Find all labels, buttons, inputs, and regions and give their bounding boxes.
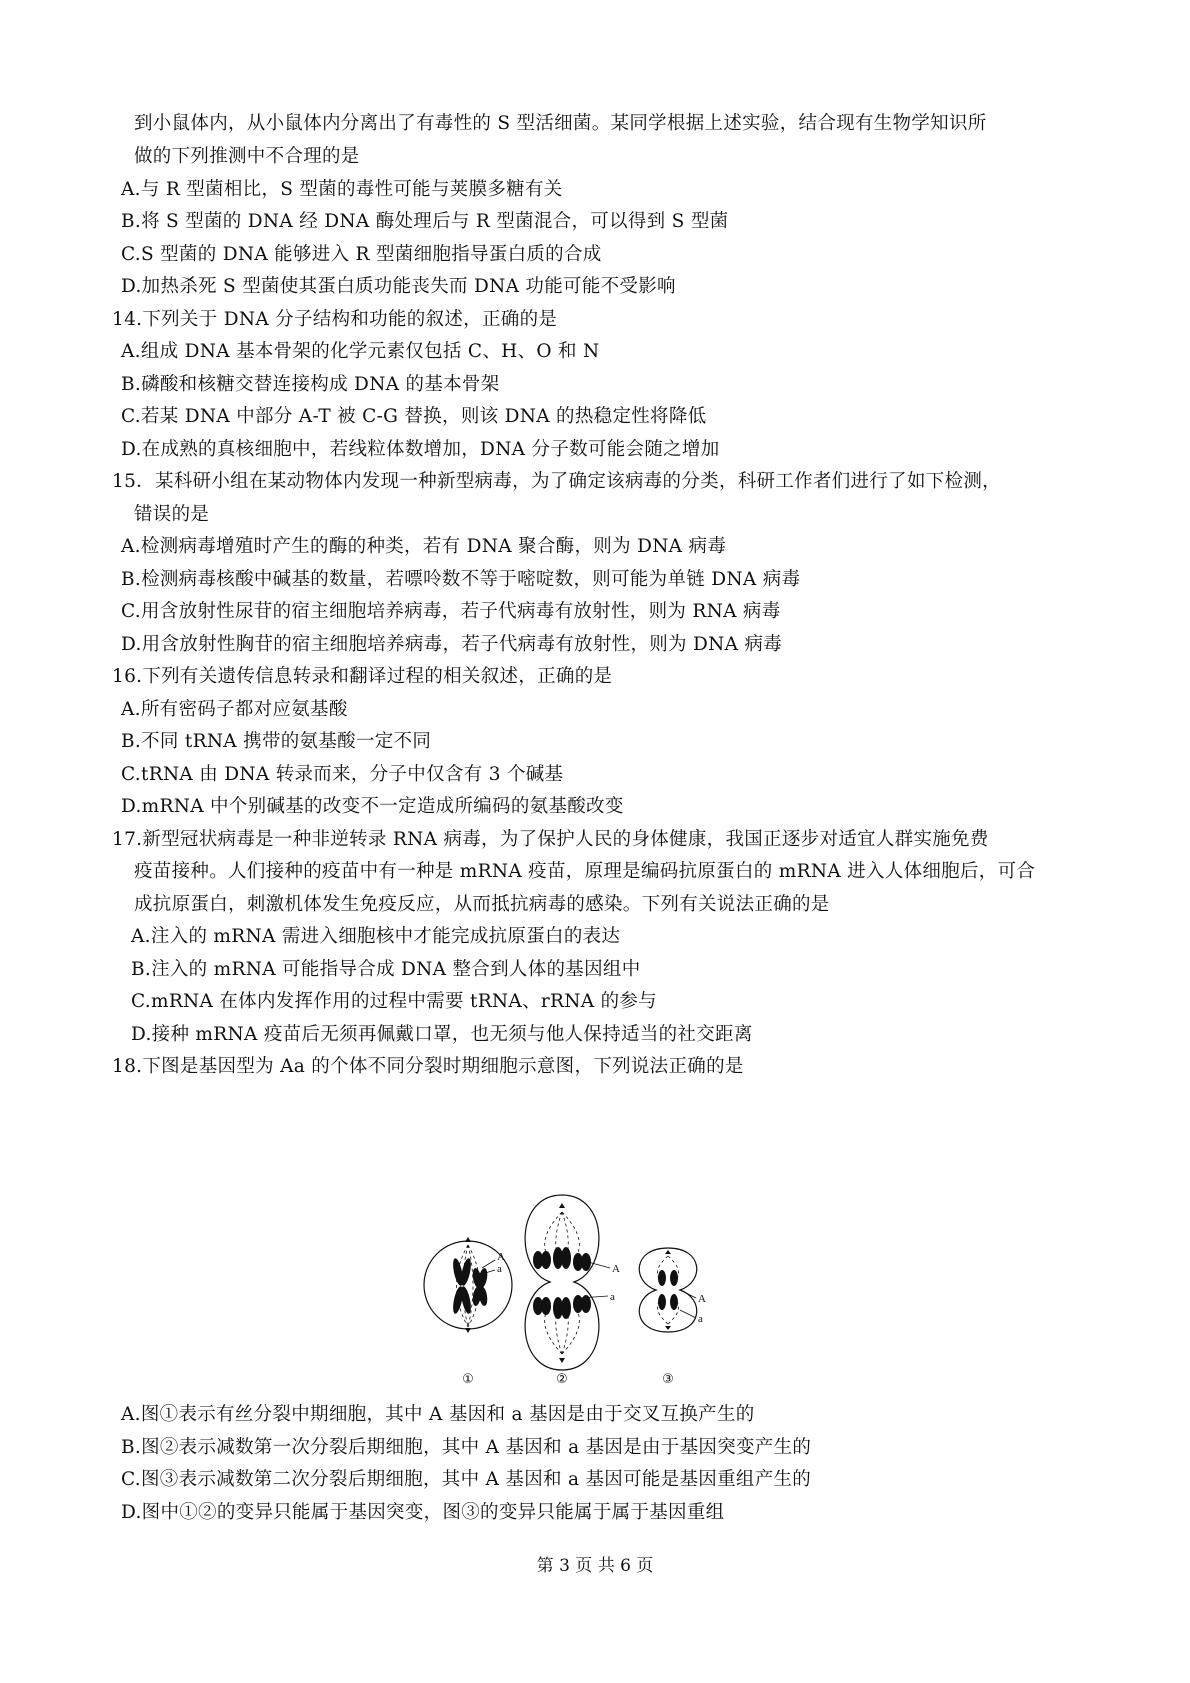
q16-option-c: C.tRNA 由 DNA 转录而来，分子中仅含有 3 个碱基: [121, 764, 564, 785]
q18-stem: 18.下图是基因型为 Aa 的个体不同分裂时期细胞示意图，下列说法正确的是: [112, 1056, 744, 1077]
q14-option-d: D.在成熟的真核细胞中，若线粒体数增加，DNA 分子数可能会随之增加: [121, 439, 720, 460]
cell-3-outline: [639, 1248, 696, 1332]
q17-stem-line1: 17.新型冠状病毒是一种非逆转录 RNA 病毒，为了保护人民的身体健康，我国正逐步对适宜人群实施免费: [112, 829, 989, 850]
q18-option-b: B.图②表示减数第一次分裂后期细胞，其中 A 基因和 a 基因是由于基因突变产生的: [121, 1437, 812, 1458]
q17-option-a: A.注入的 mRNA 需进入细胞核中才能完成抗原蛋白的表达: [131, 926, 621, 947]
q15-option-b: B.检测病毒核酸中碱基的数量，若嘌呤数不等于嘧啶数，则可能为单链 DNA 病毒: [121, 569, 801, 590]
q15-option-c: C.用含放射性尿苷的宿主细胞培养病毒，若子代病毒有放射性，则为 RNA 病毒: [121, 601, 781, 622]
q13-continuation-line1: 到小鼠体内，从小鼠体内分离出了有毒性的 S 型活细菌。某同学根据上述实验，结合现有生物学知识所: [134, 113, 987, 134]
q16-option-d: D.mRNA 中个别碱基的改变不一定造成所编码的氨基酸改变: [121, 796, 624, 817]
cell-3-number: ③: [662, 1372, 674, 1385]
cell-1-number: ①: [462, 1372, 474, 1385]
q17-option-d: D.接种 mRNA 疫苗后无须再佩戴口罩，也无须与他人保持适当的社交距离: [131, 1024, 753, 1045]
cell-2-number: ②: [556, 1372, 568, 1385]
q14-option-b: B.磷酸和核糖交替连接构成 DNA 的基本骨架: [121, 374, 500, 395]
q16-stem: 16.下列有关遗传信息转录和翻译过程的相关叙述，正确的是: [112, 666, 613, 687]
q15-option-a: A.检测病毒增殖时产生的酶的种类，若有 DNA 聚合酶，则为 DNA 病毒: [121, 536, 727, 557]
cell-3-label-a: a: [698, 1313, 703, 1325]
cell-1-label-A: A: [497, 1251, 505, 1263]
cell-2-label-A: A: [612, 1263, 620, 1275]
q15-stem-line1: 15．某科研小组在某动物体内发现一种新型病毒，为了确定该病毒的分类，科研工作者们进行了如下检测，: [112, 471, 1001, 492]
q14-option-a: A.组成 DNA 基本骨架的化学元素仅包括 C、H、O 和 N: [121, 341, 600, 362]
q14-option-c: C.若某 DNA 中部分 A-T 被 C-G 替换，则该 DNA 的热稳定性将降低: [121, 406, 707, 427]
cell-2-outline: [525, 1195, 599, 1370]
q17-option-c: C.mRNA 在体内发挥作用的过程中需要 tRNA、rRNA 的参与: [131, 991, 657, 1012]
q14-stem: 14.下列关于 DNA 分子结构和功能的叙述，正确的是: [112, 309, 558, 330]
q13-continuation-line2: 做的下列推测中不合理的是: [134, 146, 360, 167]
q13-option-d: D.加热杀死 S 型菌使其蛋白质功能丧失而 DNA 功能可能不受影响: [121, 276, 676, 297]
cell-division-figure: [420, 1190, 760, 1385]
q16-option-a: A.所有密码子都对应氨基酸: [121, 699, 348, 720]
q18-option-c: C.图③表示减数第二次分裂后期细胞，其中 A 基因和 a 基因可能是基因重组产生的: [121, 1469, 812, 1490]
page-number: 第 3 页 共 6 页: [536, 1556, 654, 1576]
cell-3-label-A: A: [698, 1293, 706, 1305]
q18-option-a: A.图①表示有丝分裂中期细胞，其中 A 基因和 a 基因是由于交叉互换产生的: [121, 1404, 755, 1425]
q15-stem-line2: 错误的是: [134, 504, 210, 525]
cell-1-label-a: a: [497, 1263, 502, 1275]
q13-option-c: C.S 型菌的 DNA 能够进入 R 型菌细胞指导蛋白质的合成: [121, 244, 602, 265]
cell-2-chromosomes: [533, 1247, 591, 1319]
q17-option-b: B.注入的 mRNA 可能指导合成 DNA 整合到人体的基因组中: [131, 959, 641, 980]
q16-option-b: B.不同 tRNA 携带的氨基酸一定不同: [121, 731, 432, 752]
q13-option-b: B.将 S 型菌的 DNA 经 DNA 酶处理后与 R 型菌混合，可以得到 S 型菌: [121, 211, 729, 232]
q15-option-d: D.用含放射性胸苷的宿主细胞培养病毒，若子代病毒有放射性，则为 DNA 病毒: [121, 634, 783, 655]
cell-division-diagram: [420, 1190, 760, 1385]
q18-option-d: D.图中①②的变异只能属于基因突变，图③的变异只能属于属于基因重组: [121, 1502, 725, 1523]
q17-stem-line2: 疫苗接种。人们接种的疫苗中有一种是 mRNA 疫苗，原理是编码抗原蛋白的 mRNA 进入人体细胞后，可合: [134, 861, 1036, 882]
cell-2-label-a: a: [610, 1291, 615, 1303]
q13-option-a: A.与 R 型菌相比，S 型菌的毒性可能与荚膜多糖有关: [121, 179, 563, 200]
cell-3-chromosomes: [658, 1270, 678, 1310]
q17-stem-line3: 成抗原蛋白，刺激机体发生免疫反应，从而抵抗病毒的感染。下列有关说法正确的是: [134, 894, 830, 915]
